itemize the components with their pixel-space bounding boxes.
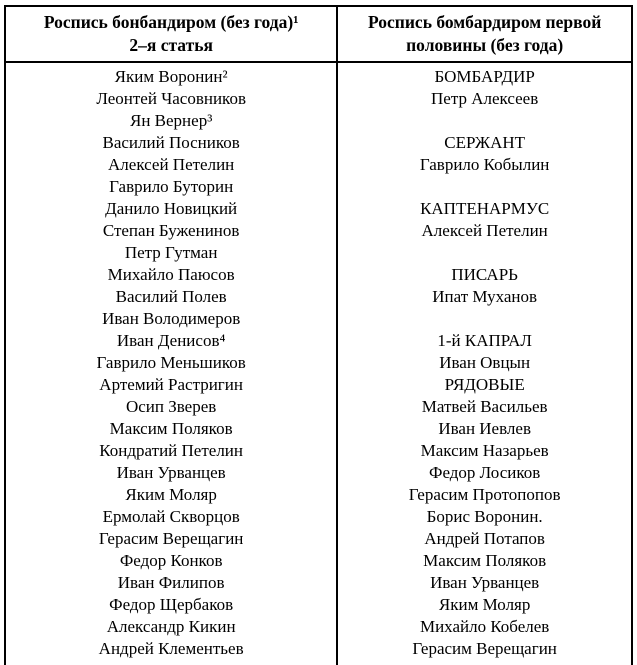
table-cell-right: Максим Назарьев [337,440,632,462]
table-cell-right: Яким Моляр [337,594,632,616]
table-cell-left: Гаврило Буторин [5,176,337,198]
table-row [5,242,632,264]
table-cell-left: Василий Посников [5,132,337,154]
muster-roll-table [4,5,633,665]
table-row [5,572,632,594]
table-cell-left: Иван Денисов⁴ [5,330,337,352]
table-row [5,638,632,665]
table-cell-left: Михайло Паюсов [5,264,337,286]
table-row [5,462,632,484]
table-cell-right: Ипат Муханов [337,286,632,308]
table-cell-left: Иван Филипов [5,572,337,594]
table-cell-left: Яким Моляр [5,484,337,506]
table-row [5,62,632,88]
table-cell-left: Ермолай Скворцов [5,506,337,528]
table-row [5,264,632,286]
table-cell-right [337,242,632,264]
table-row [5,374,632,396]
table-row [5,594,632,616]
table-row [5,198,632,220]
table-row [5,396,632,418]
table-cell-left: Алексей Петелин [5,154,337,176]
table-cell-left: Андрей Клементьев [5,638,337,665]
table-cell-left: Василий Полев [5,286,337,308]
table-cell-left: Осип Зверев [5,396,337,418]
table-cell-left: Яким Воронин² [5,62,337,88]
table-cell-left: Кондратий Петелин [5,440,337,462]
header-row [5,6,632,62]
table-row [5,440,632,462]
table-row [5,286,632,308]
table-row [5,550,632,572]
table-cell-left: Федор Конков [5,550,337,572]
table-row [5,506,632,528]
table-cell-right: Максим Поляков [337,550,632,572]
table-cell-right: КАПТЕНАРМУС [337,198,632,220]
table-row [5,330,632,352]
column-header-left-line1: Роспись бонбандиром (без года)¹ [43,12,299,32]
table-row [5,154,632,176]
table-cell-right: ПИСАРЬ [337,264,632,286]
table-cell-right: 1-й КАПРАЛ [337,330,632,352]
column-header-left-line2: 2–я статья [129,35,213,55]
table-cell-left: Иван Урванцев [5,462,337,484]
table-cell-left: Артемий Растригин [5,374,337,396]
table-row [5,110,632,132]
table-cell-right: Иван Иевлев [337,418,632,440]
table-cell-left: Максим Поляков [5,418,337,440]
table-cell-right: Иван Овцын [337,352,632,374]
table-cell-left: Леонтей Часовников [5,88,337,110]
table-cell-right: Герасим Верещагин [337,638,632,665]
table-cell-right: РЯДОВЫЕ [337,374,632,396]
table-row [5,88,632,110]
table-row [5,132,632,154]
table-row [5,308,632,330]
table-cell-right: Матвей Васильев [337,396,632,418]
table-cell-right: Петр Алексеев [337,88,632,110]
table-row [5,352,632,374]
table-cell-left: Ян Вернер³ [5,110,337,132]
table-cell-right [337,308,632,330]
table-cell-right: Михайло Кобелев [337,616,632,638]
table-cell-right: Алексей Петелин [337,220,632,242]
table-cell-right: БОМБАРДИР [337,62,632,88]
table-cell-right: Борис Воронин. [337,506,632,528]
table-cell-right: Герасим Протопопов [337,484,632,506]
table-cell-left: Петр Гутман [5,242,337,264]
table-cell-right [337,110,632,132]
table-row [5,528,632,550]
table-cell-left: Герасим Верещагин [5,528,337,550]
column-header-left [5,6,337,62]
table-cell-left: Степан Буженинов [5,220,337,242]
table-cell-right: Гаврило Кобылин [337,154,632,176]
column-header-right-text: Роспись бомбардиром первой половины (без года) [367,12,602,55]
table-cell-left: Федор Щербаков [5,594,337,616]
table-row [5,220,632,242]
table-header [5,6,632,62]
table-row [5,616,632,638]
table-cell-left: Данило Новицкий [5,198,337,220]
table-body [5,62,632,665]
table-cell-right: Федор Лосиков [337,462,632,484]
column-header-right [337,6,632,62]
table-cell-right: СЕРЖАНТ [337,132,632,154]
table-row [5,418,632,440]
table-cell-right: Андрей Потапов [337,528,632,550]
table-row [5,176,632,198]
table-cell-left: Гаврило Меньшиков [5,352,337,374]
table-row [5,484,632,506]
table-cell-left: Иван Володимеров [5,308,337,330]
table-cell-left: Александр Кикин [5,616,337,638]
table-cell-right: Иван Урванцев [337,572,632,594]
table-cell-right [337,176,632,198]
